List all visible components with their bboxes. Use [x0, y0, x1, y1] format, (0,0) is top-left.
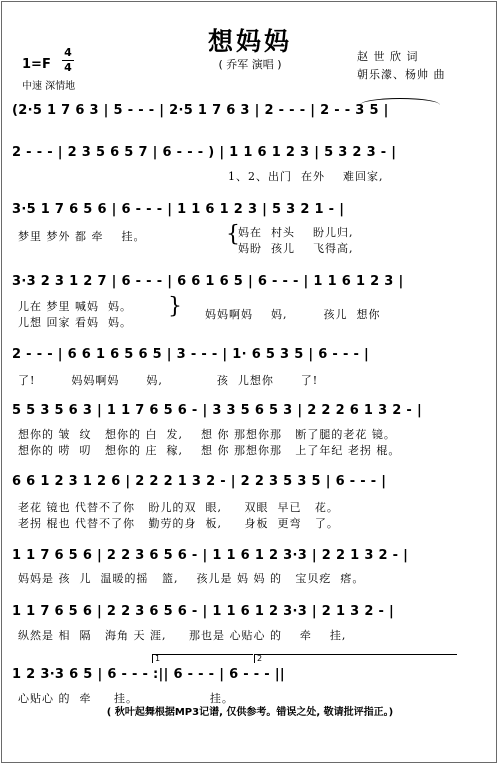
- lyric-line-10: 心贴心 的 牵 挂。 挂。: [18, 692, 234, 705]
- notation-line-4: 3·3 2 3 1 2 7 | 6 - - - | 6 6 1 6 5 | 6 - - - | 1 1 6 1 2 3 |: [12, 274, 404, 289]
- time-bottom: 4: [64, 61, 72, 74]
- volta-second-ending: 2: [254, 654, 457, 663]
- notation-line-5: 2 - - - | 6 6 1 6 5 6 5 | 3 - - - | 1· 6 5 3 5 | 6 - - - |: [12, 347, 370, 362]
- lyric-line-3a: 梦里 梦外 都 牵 挂。: [18, 230, 146, 243]
- key-signature: 1=F: [22, 57, 51, 72]
- lyric-brace: }: [168, 294, 182, 319]
- notation-line-9: 1 1 7 6 5 6 | 2 2 3 6 5 6 - | 1 1 6 1 2 3·3 | 2 1 3 2 - |: [12, 604, 395, 619]
- lyric-line-5: 了! 妈妈啊妈 妈, 孩 儿想你 了!: [18, 374, 319, 387]
- composer: 朝乐濛、杨帅 曲: [357, 68, 446, 81]
- lyricist: 赵 世 欣 词: [357, 50, 419, 63]
- lyric-line-3c: 妈盼 孩儿 飞得高,: [238, 242, 354, 255]
- time-signature: [62, 47, 74, 74]
- lyric-line-7a: 老花 镜也 代替不了你 盼儿的双 眼, 双眼 早已 花。: [18, 501, 339, 514]
- transcription-note: ( 秋叶起舞根据MP3记谱, 仅供参考。错误之处, 敬请批评指正。): [106, 707, 394, 718]
- lyric-line-6b: 想你的 唠 叨 想你的 庄 稼, 想 你 那想你那 上了年纪 老拐 棍。: [18, 444, 401, 457]
- notation-line-1: (2·5 1 7 6 3 | 5 - - - | 2·5 1 7 6 3 | 2 - - - | 2 - - 3 5 |: [12, 103, 389, 118]
- tempo-marking: 中速 深情地: [22, 81, 76, 92]
- notation-line-7: 6 6 1 2 3 1 2 6 | 2 2 2 1 3 2 - | 2 2 3 5 3 5 | 6 - - - |: [12, 474, 387, 489]
- lyric-line-9: 纵然是 相 隔 海角 天 涯, 那也是 心贴心 的 牵 挂,: [18, 629, 347, 642]
- lyric-line-6a: 想你的 皱 纹 想你的 白 发, 想 你 那想你那 断了腿的老花 镜。: [18, 428, 396, 441]
- lyric-line-4b: 儿想 回家 看妈 妈。: [18, 316, 132, 329]
- tie: [360, 98, 440, 105]
- volta-first-ending: 1: [152, 654, 253, 663]
- time-top: 4: [64, 46, 72, 59]
- lyric-line-4c: 妈妈啊妈 妈, 孩儿 想你: [205, 308, 381, 321]
- lyric-line-2: 1、2、出门 在外 难回家,: [228, 170, 384, 183]
- lyric-line-8: 妈妈是 孩 儿 温暖的摇 篮, 孩儿是 妈 妈 的 宝贝疙 瘩。: [18, 572, 365, 585]
- song-title: 想妈妈: [207, 27, 292, 56]
- lyric-line-7b: 老拐 棍也 代替不了你 勤劳的身 板, 身板 更弯 了。: [18, 517, 339, 530]
- notation-line-2: 2 - - - | 2 3 5 6 5 7 | 6 - - - ) | 1 1 6 1 2 3 | 5 3 2 3 - |: [12, 145, 397, 160]
- notation-line-8: 1 1 7 6 5 6 | 2 2 3 6 5 6 - | 1 1 6 1 2 3·3 | 2 2 1 3 2 - |: [12, 548, 409, 563]
- lyric-line-4a: 儿在 梦里 喊妈 妈。: [18, 300, 132, 313]
- lyric-brace: {: [226, 222, 240, 247]
- notation-line-10: 1 2 3·3 6 5 | 6 - - - :|| 6 - - - | 6 - - - ||: [12, 667, 285, 682]
- notation-line-6: 5 5 3 5 6 3 | 1 1 7 6 5 6 - | 3 3 5 6 5 3 | 2 2 2 6 1 3 2 - |: [12, 403, 422, 418]
- notation-line-3: 3·5 1 7 6 5 6 | 6 - - - | 1 1 6 1 2 3 | 5 3 2 1 - |: [12, 202, 345, 217]
- performer: ( 乔军 演唱 ): [218, 58, 282, 71]
- lyric-line-3b: 妈在 村头 盼儿归,: [238, 226, 354, 239]
